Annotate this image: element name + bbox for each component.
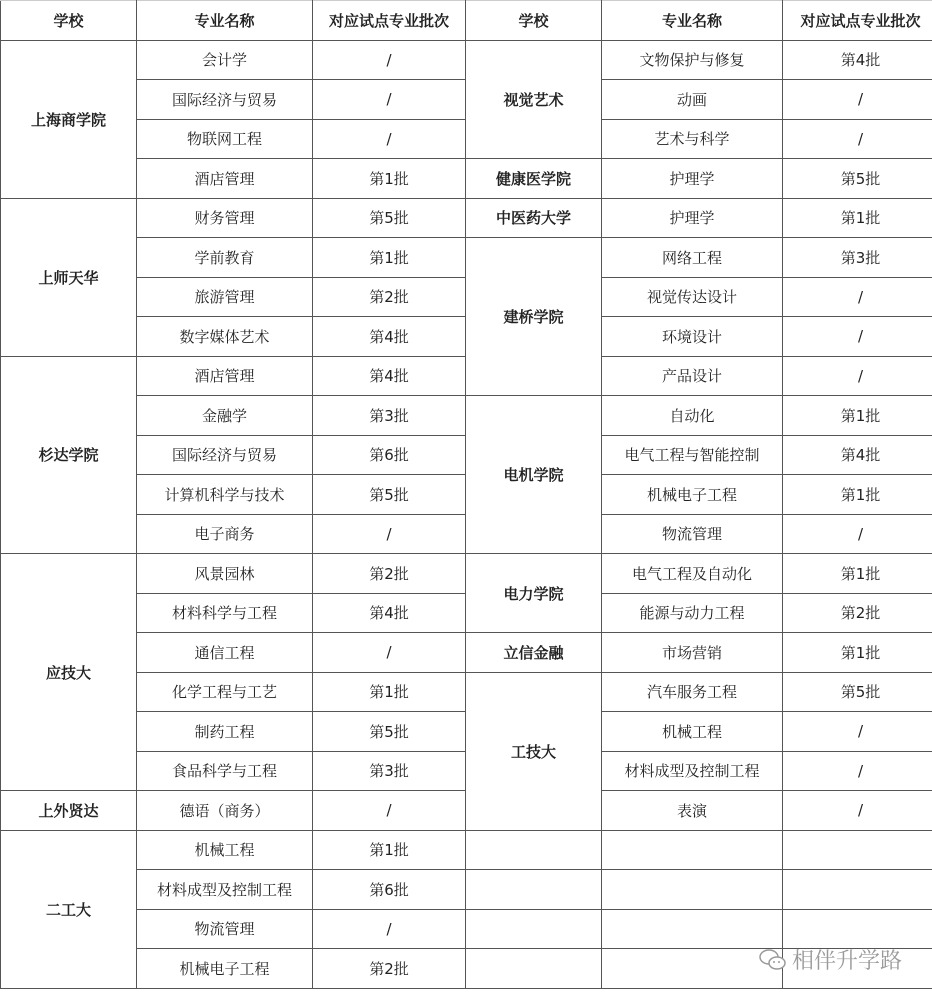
school-name: 工技大 — [466, 672, 602, 830]
major-name: 电气工程与智能控制 — [602, 435, 783, 475]
header-batch: 对应试点专业批次 — [313, 1, 466, 41]
pilot-batch: / — [783, 751, 932, 791]
pilot-batch: 第4批 — [783, 40, 932, 80]
major-name: 视觉传达设计 — [602, 277, 783, 317]
major-name: 机械电子工程 — [602, 475, 783, 515]
pilot-batch: 第5批 — [313, 198, 466, 238]
pilot-batch: / — [783, 514, 932, 554]
school-name: 视觉艺术 — [466, 40, 602, 159]
major-name: 计算机科学与技术 — [137, 475, 313, 515]
empty-cell — [783, 830, 932, 870]
major-name: 会计学 — [137, 40, 313, 80]
major-name: 材料科学与工程 — [137, 593, 313, 633]
school-name: 立信金融 — [466, 633, 602, 673]
school-name: 二工大 — [1, 830, 137, 988]
empty-cell — [783, 870, 932, 910]
major-name: 国际经济与贸易 — [137, 435, 313, 475]
pilot-batch: 第2批 — [783, 593, 932, 633]
major-name: 通信工程 — [137, 633, 313, 673]
pilot-batch: / — [313, 791, 466, 831]
table-row — [1, 238, 932, 278]
major-name: 旅游管理 — [137, 277, 313, 317]
pilot-batch: 第1批 — [313, 672, 466, 712]
major-name: 护理学 — [602, 159, 783, 199]
pilot-batch: / — [783, 712, 932, 752]
pilot-batch: 第3批 — [783, 238, 932, 278]
pilot-batch: 第1批 — [783, 633, 932, 673]
school-name: 电力学院 — [466, 554, 602, 633]
empty-cell — [466, 830, 602, 870]
header-major: 专业名称 — [137, 1, 313, 41]
major-name: 文物保护与修复 — [602, 40, 783, 80]
header-major: 专业名称 — [602, 1, 783, 41]
major-name: 财务管理 — [137, 198, 313, 238]
pilot-batch: / — [783, 277, 932, 317]
table-row — [1, 554, 932, 594]
major-name: 物联网工程 — [137, 119, 313, 159]
pilot-batch: 第3批 — [313, 751, 466, 791]
major-name: 酒店管理 — [137, 159, 313, 199]
table-row — [1, 909, 932, 949]
pilot-batch: / — [783, 317, 932, 357]
major-name: 环境设计 — [602, 317, 783, 357]
pilot-batch: 第2批 — [313, 554, 466, 594]
pilot-batch: / — [313, 119, 466, 159]
wechat-icon — [758, 948, 788, 972]
major-name: 汽车服务工程 — [602, 672, 783, 712]
pilot-batch: / — [783, 791, 932, 831]
school-name: 中医药大学 — [466, 198, 602, 238]
pilot-batch: / — [783, 119, 932, 159]
watermark-text: 相伴升学路 — [791, 949, 902, 974]
major-name: 物流管理 — [137, 909, 313, 949]
pilot-batch: 第6批 — [313, 435, 466, 475]
major-name: 动画 — [602, 80, 783, 120]
pilot-batch: 第4批 — [313, 356, 466, 396]
empty-cell — [602, 830, 783, 870]
pilot-batch: 第2批 — [313, 277, 466, 317]
table-row — [1, 870, 932, 910]
pilot-batch: 第1批 — [783, 475, 932, 515]
school-name: 上外贤达 — [1, 791, 137, 831]
major-name: 表演 — [602, 791, 783, 831]
pilot-batch: / — [313, 514, 466, 554]
major-name: 能源与动力工程 — [602, 593, 783, 633]
header-batch: 对应试点专业批次 — [783, 1, 932, 41]
school-name: 建桥学院 — [466, 238, 602, 396]
major-name: 化学工程与工艺 — [137, 672, 313, 712]
major-name: 国际经济与贸易 — [137, 80, 313, 120]
major-name: 自动化 — [602, 396, 783, 436]
empty-cell — [466, 870, 602, 910]
pilot-batch: 第1批 — [783, 396, 932, 436]
empty-cell — [602, 949, 783, 989]
pilot-batch: 第4批 — [313, 593, 466, 633]
table-row — [1, 40, 932, 80]
pilot-batch: / — [313, 80, 466, 120]
pilot-batch: 第5批 — [313, 475, 466, 515]
major-name: 机械工程 — [602, 712, 783, 752]
pilot-batch: 第1批 — [313, 830, 466, 870]
major-name: 材料成型及控制工程 — [137, 870, 313, 910]
empty-cell — [466, 949, 602, 989]
table-row — [1, 159, 932, 199]
major-name: 机械工程 — [137, 830, 313, 870]
pilot-batch: 第1批 — [313, 238, 466, 278]
major-name: 制药工程 — [137, 712, 313, 752]
major-name: 电气工程及自动化 — [602, 554, 783, 594]
table-row — [1, 672, 932, 712]
pilot-batch: 第1批 — [313, 159, 466, 199]
empty-cell — [602, 909, 783, 949]
school-name: 健康医学院 — [466, 159, 602, 199]
pilot-batch: 第4批 — [783, 435, 932, 475]
table-row — [1, 830, 932, 870]
major-name: 护理学 — [602, 198, 783, 238]
watermark — [758, 944, 902, 975]
major-name: 食品科学与工程 — [137, 751, 313, 791]
school-name: 应技大 — [1, 554, 137, 791]
major-name: 金融学 — [137, 396, 313, 436]
pilot-batch: 第6批 — [313, 870, 466, 910]
major-name: 电子商务 — [137, 514, 313, 554]
pilot-batch: 第1批 — [783, 198, 932, 238]
table-row — [1, 198, 932, 238]
school-name: 上师天华 — [1, 198, 137, 356]
header-row — [1, 1, 932, 41]
major-name: 机械电子工程 — [137, 949, 313, 989]
major-name: 德语（商务） — [137, 791, 313, 831]
header-school: 学校 — [1, 1, 137, 41]
major-name: 酒店管理 — [137, 356, 313, 396]
major-name: 学前教育 — [137, 238, 313, 278]
major-name: 产品设计 — [602, 356, 783, 396]
empty-cell — [466, 909, 602, 949]
pilot-batch: / — [313, 40, 466, 80]
table-row — [1, 396, 932, 436]
pilot-batch: 第5批 — [783, 159, 932, 199]
table-row — [1, 633, 932, 673]
header-school: 学校 — [466, 1, 602, 41]
empty-cell — [602, 870, 783, 910]
empty-cell — [783, 909, 932, 949]
pilot-batch: 第2批 — [313, 949, 466, 989]
major-name: 市场营销 — [602, 633, 783, 673]
major-name: 艺术与科学 — [602, 119, 783, 159]
major-name: 网络工程 — [602, 238, 783, 278]
pilot-batch: / — [313, 909, 466, 949]
major-name: 物流管理 — [602, 514, 783, 554]
major-name: 风景园林 — [137, 554, 313, 594]
school-name: 上海商学院 — [1, 40, 137, 198]
pilot-batch: 第1批 — [783, 554, 932, 594]
major-name: 数字媒体艺术 — [137, 317, 313, 357]
pilot-batch: / — [783, 80, 932, 120]
school-name: 电机学院 — [466, 396, 602, 554]
pilot-batch: / — [313, 633, 466, 673]
major-name: 材料成型及控制工程 — [602, 751, 783, 791]
pilot-batch: 第5批 — [313, 712, 466, 752]
school-name: 杉达学院 — [1, 356, 137, 554]
pilot-batch: 第3批 — [313, 396, 466, 436]
pilot-batch: 第4批 — [313, 317, 466, 357]
pilot-batch: 第5批 — [783, 672, 932, 712]
pilot-batch: / — [783, 356, 932, 396]
